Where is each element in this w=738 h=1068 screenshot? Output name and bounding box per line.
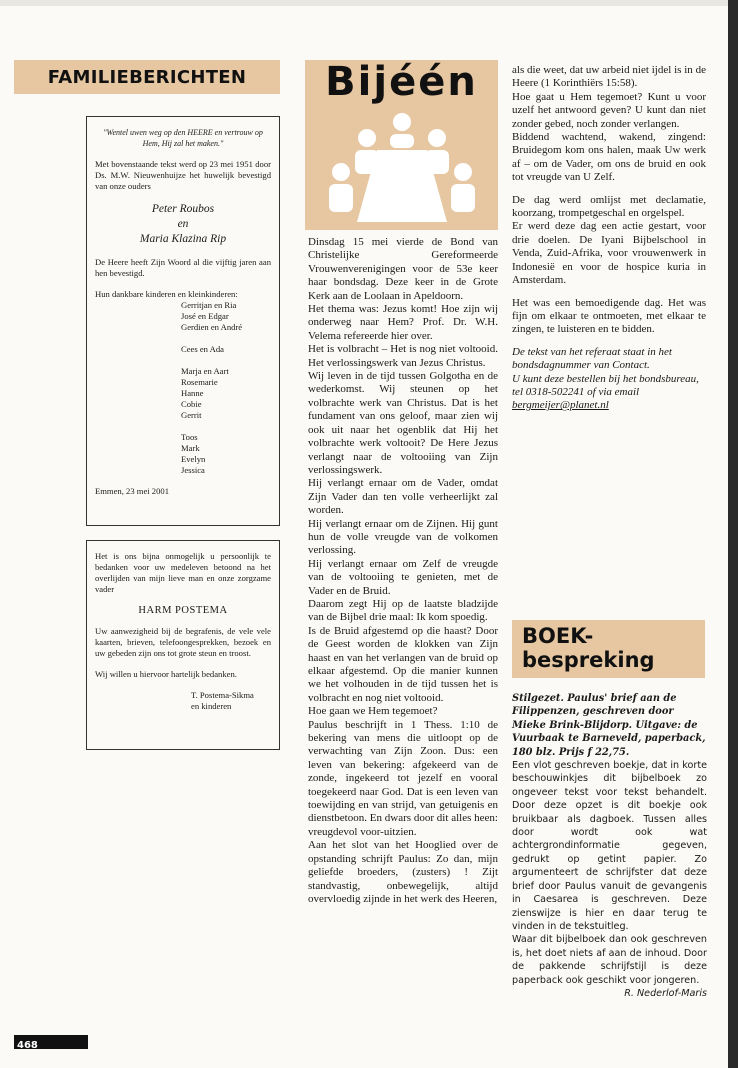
and-word: en — [177, 218, 189, 230]
family-line: Evelyn — [181, 454, 206, 464]
bijeen-article-body — [308, 236, 498, 906]
review-heading — [512, 692, 707, 759]
paragraph: Waar dit bijbelboek dan ook geschreven is, het doet niets af aan de inhoud. Door de pakkende schrijfstijl is deze paperback ook geschikt voor jongeren. — [512, 934, 707, 986]
family-line: Jessica — [181, 465, 205, 475]
review-heading-rest: Paulus' brief aan de Filippenzen, geschreven door Mieke Brink-Blijdorp. Uitgave: de Vuurbaak te Barneveld, paperback, 180 blz. Prijs f 22,75. — [512, 693, 706, 758]
review-heading-bold: Stilgezet. — [512, 693, 564, 704]
reviewer-signature: R. Nederlof-Maris — [624, 987, 707, 999]
paragraph: Aan het slot van het Hooglied over de opstanding schrijft Paulus: Zo dan, mijn geliefde broeders, (zusters) ! Zijt standvastig, onbewegelijk, altijd overvloedig zijnde in het werk des Heeren, — [308, 839, 498, 905]
signature-block — [95, 690, 271, 712]
paragraph: Daarom zegt Hij op de laatste bladzijde van de Bijbel drie maal: Ik kom spoedig. — [308, 597, 498, 624]
family-group-3 — [95, 366, 271, 421]
page-number-bar — [14, 1035, 88, 1049]
section-header-text: FAMILIEBERICHTEN — [47, 66, 247, 88]
paragraph: Een vlot geschreven boekje, dat in korte beschouwinkjes dit bijbelboek zo ongeveer tekst voor tekst behandelt. Door deze opzet is dit boekje ook bruikbaar als dagboek. Tussen alles door wordt ook wat achtergrondinformatie gegeven, gedrukt op getint papier. Zo argumenteert de schrijfster dat deze brief door Paulus vanuit de gevangenis in Caesarea is geschreven. Deze zienswijze is hier en daar terug te vinden in de tekstuitleg. — [512, 760, 707, 932]
paragraph: Het thema was: Jezus komt! Hoe zijn wij onderweg naar Hem? Prof. Dr. W.H. Velema refereerde hier over. — [308, 303, 498, 342]
article-note — [512, 346, 706, 413]
paragraph: als die weet, dat uw arbeid niet ijdel is in de Heere (1 Korinthiërs 15:58). — [512, 64, 706, 90]
announcement-intro: Met bovenstaande tekst werd op 23 mei 1951 door Ds. M.W. Nieuwenhuijze het huwelijk bevestigd van onze ouders — [95, 159, 271, 191]
family-line: Gerrit — [181, 410, 202, 420]
paragraph: Hij verlangt ernaar om Zelf de vreugde van de voltooiing te genieten, met de Vader en de Bruid. — [308, 557, 498, 597]
email-link[interactable]: bergmeijer@planet.nl — [512, 399, 609, 412]
paragraph: Wij leven in de tijd tussen Golgotha en de wederkomst. Wij steunen op het volbrachte werk van Christus. Dat is het fundament van ons geloof, maar zien wij ook uit naar het ogenblik dat Hij het volbrachte werk voltooit? De Here Jezus verlangt naar de voltooiing van Zijn verlossingswerk. — [308, 370, 498, 476]
thanks-closing: Wij willen u hiervoor hartelijk bedanken. — [95, 669, 237, 679]
family-group-1 — [95, 300, 271, 333]
place-date: Emmen, 23 mei 2001 — [95, 486, 169, 496]
paragraph: Biddend wachtend, wakend, zingend: Bruidegom kom ons halen, maak Uw werk af – om de Vader, om ons de bruid en ook tot vreugde van U Zelf. — [512, 131, 706, 184]
family-line: Gerritjan en Ria — [181, 300, 237, 310]
children-intro: Hun dankbare kinderen en kleinkinderen: — [95, 289, 238, 299]
section-header — [14, 60, 280, 94]
paragraph: De dag werd omlijst met declamatie, koorzang, trompetgeschal en orgelspel. — [512, 193, 706, 220]
family-line: Hanne — [181, 388, 204, 398]
paragraph: Hij verlangt ernaar om de Zijnen. Hij gunt hun de volle vreugde van de volkomen verlossing. — [308, 517, 498, 557]
scan-top-margin — [0, 0, 728, 6]
paragraph: Hoe gaan we Hem tegemoet? — [308, 705, 438, 718]
paragraph: Paulus beschrijft in 1 Thess. 1:10 de bekering van mens die uitloopt op de verwachting van Zijn Zoon. Dus: een leven van bekering: afgekeerd van de zonde, ingekeerd tot jezelf en vooral toegekeerd naar God. Dat is een leven van toewijding en van strijd, van getuigenis en dienstbetoon. En dwars door dit alles heen: vreugdevol voor-uitzien. — [308, 718, 498, 838]
deceased-name: HARM POSTEMA — [138, 605, 228, 616]
thanks-intro: Het is ons bijna onmogelijk u persoonlijk te bedanken voor uw medeleven betoond na het overlijden van mijn lieve man en onze zorgzame vader — [95, 551, 271, 594]
thanks-body: Uw aanwezigheid bij de begrafenis, de vele vele kaarten, brieven, telefoongesprekken, bezoek en uw gebeden zijn ons tot grote steun en troost. — [95, 626, 271, 658]
family-line: Mark — [181, 443, 200, 453]
book-review-header — [512, 620, 705, 678]
book-review-body — [512, 692, 707, 1000]
wedding-announcement — [86, 116, 280, 526]
signature-line: T. Postema-Sikma — [191, 690, 254, 700]
book-review-title-1: BOEK- — [522, 624, 594, 648]
thanks-announcement — [86, 540, 280, 750]
meeting-table-illustration — [305, 104, 498, 230]
bijeen-title: Bijéén — [325, 60, 478, 105]
note-line: De tekst van het referaat staat in het bondsdagnummer van Contact. — [512, 345, 672, 372]
note-line: U kunt deze bestellen bij het bondsbureau, tel 0318-502241 of via email — [512, 372, 699, 398]
paragraph: Hoe gaat u Hem tegemoet? Kunt u voor uzelf het antwoord geven? U kunt dan niet zonder gebed, noch zonder verlangen. — [512, 90, 706, 130]
scan-right-edge — [728, 0, 738, 1068]
family-line: José en Edgar — [181, 311, 229, 321]
bride-name: Maria Klazina Rip — [139, 233, 227, 245]
paragraph: Het is volbracht – Het is nog niet voltooid. Het verlossingswerk van Jezus Christus. — [308, 343, 498, 369]
family-group-2 — [95, 344, 271, 355]
paragraph: Dinsdag 15 mei vierde de Bond van Christelijke Gereformeerde Vrouwenverenigingen voor de 53e keer haar bondsdag. Deze keer in de Grote Kerk aan de Loolaan in Apeldoorn. — [308, 236, 498, 302]
page-number: 468 — [17, 1040, 38, 1051]
family-line: Marja en Aart — [181, 366, 229, 376]
family-line: Gerdien en André — [181, 322, 243, 332]
paragraph: Hij verlangt ernaar om de Vader, omdat Zijn Vader dan ten volle verheerlijkt zal worden. — [308, 477, 498, 517]
bijeen-article-continued — [512, 64, 706, 413]
groom-name: Peter Roubos — [151, 203, 215, 215]
paragraph: Het was een bemoedigende dag. Het was fijn om elkaar te ontmoeten, met elkaar te zingen, te luisteren en te bidden. — [512, 296, 706, 336]
family-line: Toos — [181, 432, 198, 442]
signature-line: en kinderen — [191, 701, 232, 711]
announcement-quote: "Wentel uwen weg op den HEERE en vertrouw op Hem, Hij zal het maken." — [103, 128, 263, 148]
bijeen-header — [305, 60, 498, 230]
family-line: Rosemarie — [181, 377, 218, 387]
paragraph: Is de Bruid afgestemd op die haast? Door de Geest worden de klokken van Zijn haast en van het verlangen van de bruid op elkaar afgestemd. Op die manier kunnen we het volhouden in de tijd tussen het is volbracht en nog niet voltooid. — [308, 624, 498, 704]
family-line: Cees en Ada — [181, 344, 224, 354]
family-group-4 — [95, 432, 271, 476]
family-line: Cobie — [181, 399, 202, 409]
years-text: De Heere heeft Zijn Woord al die vijftig jaren aan hen bevestigd. — [95, 257, 271, 278]
paragraph: Er werd deze dag een actie gestart, voor drie doelen. De Iyani Bijbelschool in Venda, Zuid-Afrika, voor vrouwenwerk in Indonesië en voor de hospice kuria in Amsterdam. — [512, 220, 706, 287]
book-review-title-2: bespreking — [522, 648, 655, 672]
